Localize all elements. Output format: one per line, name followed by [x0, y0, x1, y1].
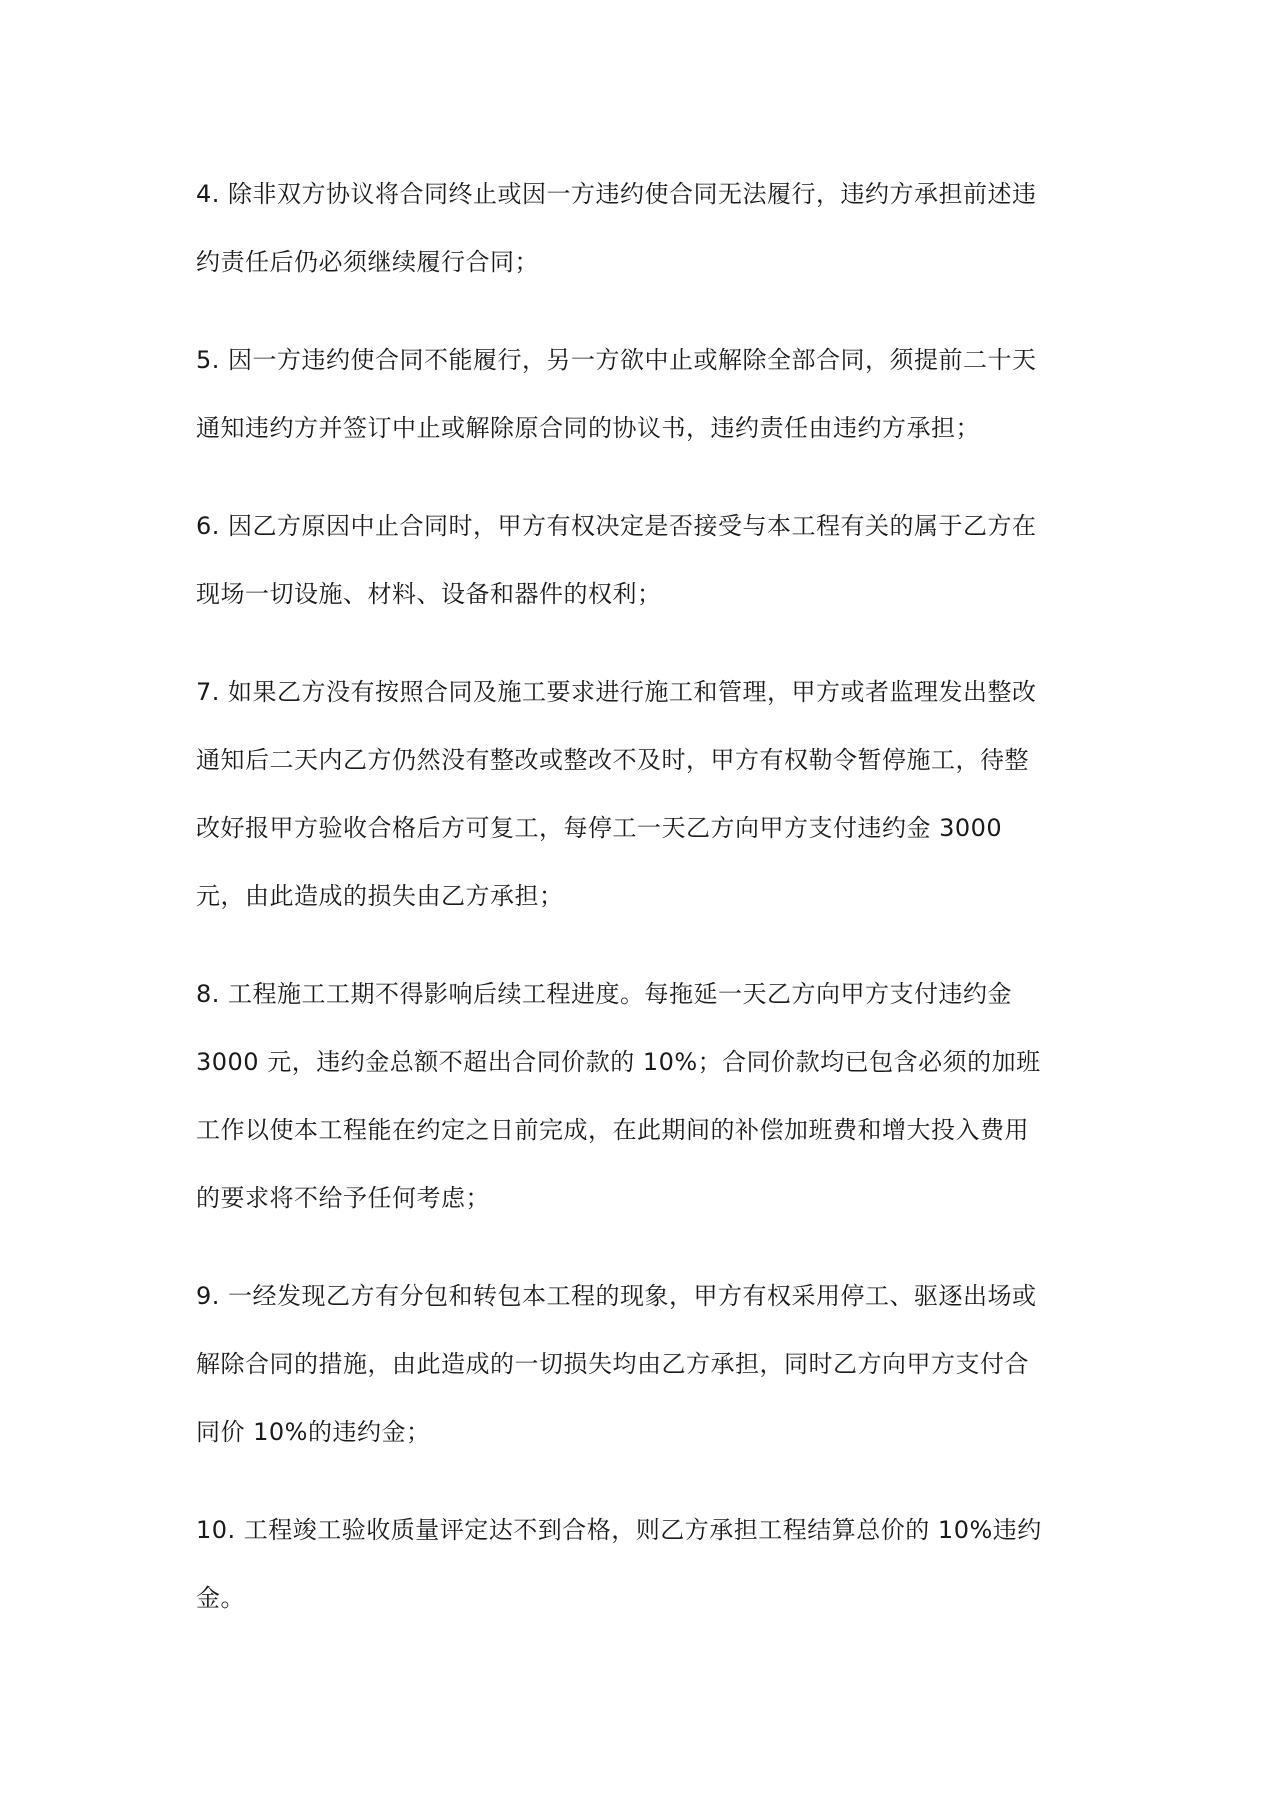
clause-7 — [196, 658, 1096, 930]
clause-line: 现场一切设施、材料、设备和器件的权利； — [196, 580, 662, 608]
clause-5 — [196, 326, 1096, 462]
clause-4 — [196, 160, 1096, 296]
clause-line: 元，由此造成的损失由乙方承担； — [196, 882, 564, 910]
clause-line: 8. 工程施工工期不得影响后续工程进度。每拖延一天乙方向甲方支付违约金 — [196, 980, 1013, 1008]
clause-line: 4. 除非双方协议将合同终止或因一方违约使合同无法履行，违约方承担前述违 — [196, 180, 1037, 208]
clause-line: 7. 如果乙方没有按照合同及施工要求进行施工和管理，甲方或者监理发出整改 — [196, 678, 1037, 706]
clause-line: 5. 因一方违约使合同不能履行，另一方欲中止或解除全部合同，须提前二十天 — [196, 346, 1037, 374]
clause-line: 9. 一经发现乙方有分包和转包本工程的现象，甲方有权采用停工、驱逐出场或 — [196, 1282, 1037, 1310]
clause-line: 6. 因乙方原因中止合同时，甲方有权决定是否接受与本工程有关的属于乙方在 — [196, 512, 1037, 540]
clause-line: 约责任后仍必须继续履行合同； — [196, 248, 539, 276]
clause-line: 工作以使本工程能在约定之日前完成，在此期间的补偿加班费和增大投入费用 — [196, 1116, 1029, 1144]
clause-line: 改好报甲方验收合格后方可复工，每停工一天乙方向甲方支付违约金 3000 — [196, 814, 1003, 842]
clause-10 — [196, 1496, 1096, 1632]
clause-line: 的要求将不给予任何考虑； — [196, 1184, 490, 1212]
clause-6 — [196, 492, 1096, 628]
clause-line: 同价 10%的违约金； — [196, 1418, 431, 1446]
clause-line: 通知后二天内乙方仍然没有整改或整改不及时，甲方有权勒令暂停施工，待整 — [196, 746, 1029, 774]
clause-line: 10. 工程竣工验收质量评定达不到合格，则乙方承担工程结算总价的 10%违约 — [196, 1516, 1042, 1544]
clause-line: 通知违约方并签订中止或解除原合同的协议书，违约责任由违约方承担； — [196, 414, 980, 442]
clause-line: 解除合同的措施，由此造成的一切损失均由乙方承担，同时乙方向甲方支付合 — [196, 1350, 1029, 1378]
clause-9 — [196, 1262, 1096, 1466]
clause-line: 金。 — [196, 1584, 245, 1612]
clause-8 — [196, 960, 1096, 1232]
document-body — [196, 160, 1096, 1662]
clause-line: 3000 元，违约金总额不超出合同价款的 10%；合同价款均已包含必须的加班 — [196, 1048, 1041, 1076]
